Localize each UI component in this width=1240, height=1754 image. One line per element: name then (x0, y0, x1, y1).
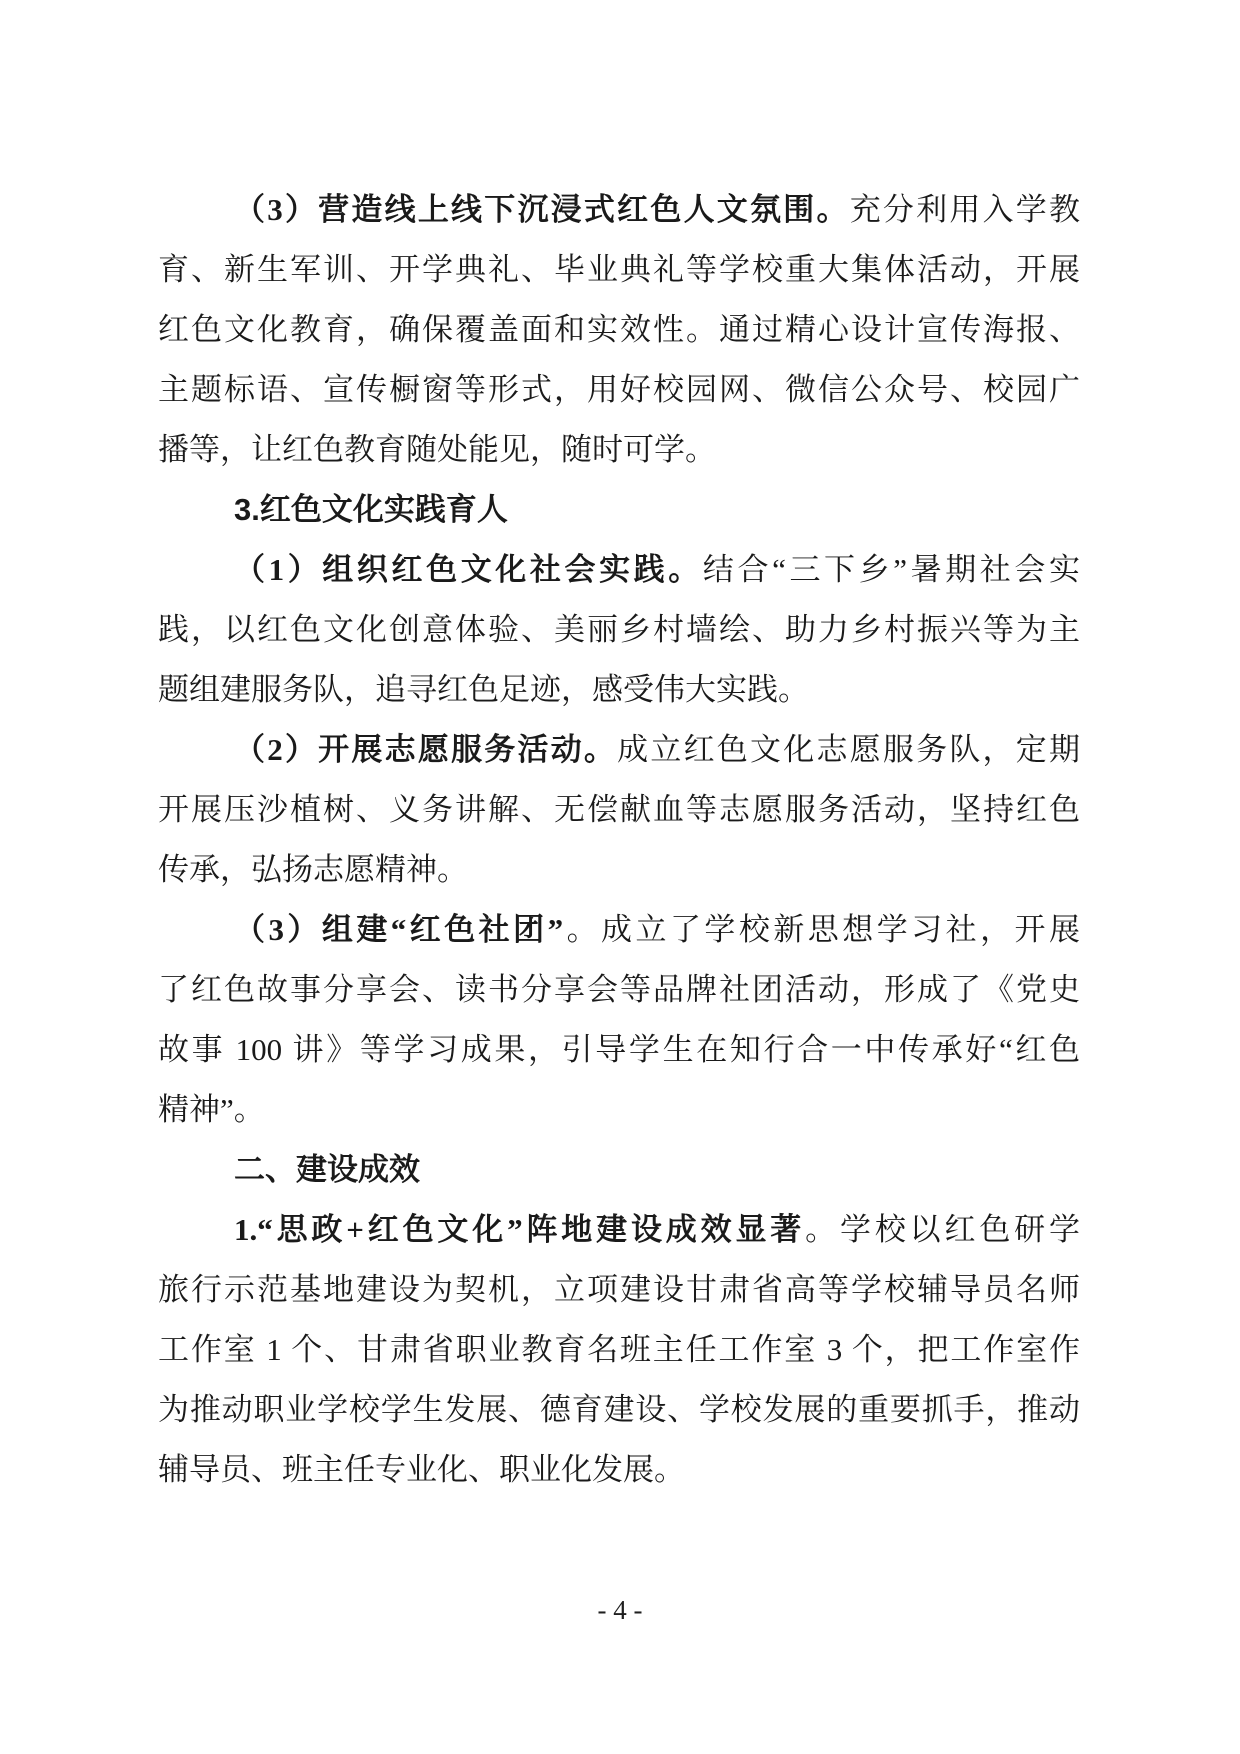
text-line (158, 660, 1080, 720)
text-line (158, 180, 1080, 240)
text-segment: 了红色故事分享会、读书分享会等品牌社团活动，形成了《党史 (158, 972, 1080, 1007)
text-line (158, 300, 1080, 360)
text-line (158, 240, 1080, 300)
text-segment: 精神”。 (158, 1092, 265, 1127)
bold-text-segment: 3.红色文化实践育人 (234, 492, 508, 527)
text-line (158, 1080, 1080, 1140)
text-segment: 成立红色文化志愿服务队，定期 (617, 732, 1080, 767)
text-line (158, 1260, 1080, 1320)
text-segment: 充分利用入学教 (849, 192, 1081, 227)
text-line (158, 360, 1080, 420)
text-line (158, 900, 1080, 960)
text-line (158, 1380, 1080, 1440)
text-line (158, 600, 1080, 660)
text-line (158, 960, 1080, 1020)
text-segment: 辅导员、班主任专业化、职业化发展。 (158, 1452, 685, 1487)
text-line (158, 420, 1080, 480)
text-segment: 工作室 1 个、甘肃省职业教育名班主任工作室 3 个，把工作室作 (158, 1332, 1080, 1367)
bold-text-segment: （1）组织红色文化社会实践。 (234, 552, 703, 587)
text-segment: 。成立了学校新思想学习社，开展 (563, 912, 1081, 947)
text-segment: 题组建服务队，追寻红色足迹，感受伟大实践。 (158, 672, 809, 707)
text-line (158, 1440, 1080, 1500)
text-line (158, 1320, 1080, 1380)
text-line (158, 540, 1080, 600)
heading-line (158, 480, 1080, 540)
text-segment: 旅行示范基地建设为契机，立项建设甘肃省高等学校辅导员名师 (158, 1272, 1080, 1307)
text-segment: 开展压沙植树、义务讲解、无偿献血等志愿服务活动，坚持红色 (158, 792, 1080, 827)
text-segment: 践，以红色文化创意体验、美丽乡村墙绘、助力乡村振兴等为主 (158, 612, 1080, 647)
bold-text-segment: 二、建设成效 (234, 1152, 420, 1187)
page-number: - 4 - (597, 1595, 643, 1625)
text-segment: 育、新生军训、开学典礼、毕业典礼等学校重大集体活动，开展 (158, 252, 1080, 287)
text-segment: 为推动职业学校学生发展、德育建设、学校发展的重要抓手，推动 (158, 1392, 1080, 1427)
text-segment: 主题标语、宣传橱窗等形式，用好校园网、微信公众号、校园广 (158, 372, 1080, 407)
text-line (158, 780, 1080, 840)
bold-text-segment: （3）组建“红色社团” (234, 912, 564, 947)
bold-text-segment: （3）营造线上线下沉浸式红色人文氛围。 (234, 192, 850, 227)
text-segment: 。学校以红色研学 (805, 1212, 1080, 1247)
text-segment: 结合“三下乡”暑期社会实 (702, 552, 1080, 587)
text-line (158, 1200, 1080, 1260)
bold-text-segment: （2）开展志愿服务活动。 (234, 732, 618, 767)
text-segment: 播等，让红色教育随处能见，随时可学。 (158, 432, 716, 467)
text-line (158, 1020, 1080, 1080)
heading-line (158, 1140, 1080, 1200)
text-line (158, 720, 1080, 780)
text-segment: 故事 100 讲》等学习成果，引导学生在知行合一中传承好“红色 (158, 1032, 1080, 1067)
document-body (158, 180, 1080, 1500)
bold-text-segment: 1.“思政+红色文化”阵地建设成效显著 (234, 1212, 806, 1247)
text-line (158, 840, 1080, 900)
text-segment: 传承，弘扬志愿精神。 (158, 852, 468, 887)
text-segment: 红色文化教育，确保覆盖面和实效性。通过精心设计宣传海报、 (158, 312, 1080, 347)
